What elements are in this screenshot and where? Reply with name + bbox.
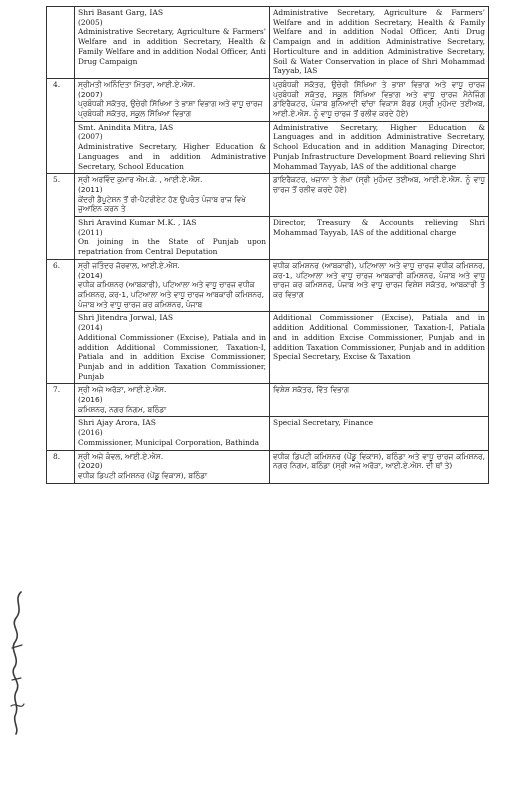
- current-posting-punjabi: ਵਧੀਕ ਡਿਪਟੀ ਕਮਿਸ਼ਨਰ (ਪੇਂਡੂ ਵਿਕਾਸ), ਬਠਿੰਡਾ: [78, 470, 208, 480]
- new-posting-punjabi: ਡਾਇਰੈਕਟਰ, ਖਜ਼ਾਨਾ ਤੇ ਲੇਖਾ (ਸ੍ਰੀ ਮੁਹੰਮਦ ਤਈਅਬ, ਆਈ.ਏ.ਐਸ. ਨੂੰ ਵਾਧੂ ਚਾਰਜ ਤੋਂ ਰਲੀਵ ਕਰਦੇ ਹੋਏ): [270, 174, 489, 217]
- batch-year: (2007): [78, 89, 103, 99]
- new-posting: Administrative Secretary, Agriculture & Farmers’ Welfare and in addition Secretary, Health & Family Welfare and in addition Nodal Officer, Anti Drug Campaign and in addition Administrative Secretary, Horticulture and in addition Administrative Secretary, Soil & Water Conservation in place of Shri Mohammad Tayyab, IAS: [270, 7, 489, 79]
- current-posting-punjabi: ਪ੍ਰਬੰਧਕੀ ਸਕੱਤਰ, ਉਚੇਰੀ ਸਿੱਖਿਆ ਤੇ ਭਾਸ਼ਾ ਵਿਭਾਗ ਅਤੇ ਵਾਧੂ ਚਾਰਜ ਪ੍ਰਬੰਧਕੀ ਸਕੱਤਰ, ਸਕੂਲ ਸਿੱਖਿਆ ਵਿਭਾਗ: [78, 99, 263, 119]
- officer-name: Shri Ajay Arora, IAS: [78, 418, 156, 428]
- officer-cell: [75, 7, 270, 79]
- table-row-english: [47, 121, 489, 174]
- new-posting: Additional Commissioner (Excise), Patiala and in addition Additional Commissioner, Taxation-I, Patiala and in addition Excise Commissioner, Punjab and in addition Taxation Commissioner, Punjab and in addition Special Secretary, Excise & Taxation: [270, 312, 489, 384]
- officer-cell-punjabi: [75, 450, 270, 483]
- batch-year: (2011): [78, 227, 103, 237]
- officer-cell-punjabi: [75, 174, 270, 217]
- current-posting: Commissioner, Municipal Corporation, Bathinda: [78, 437, 260, 447]
- officer-name: Smt. Anindita Mitra, IAS: [78, 122, 174, 132]
- current-posting: Administrative Secretary, Higher Education & Languages and in addition Administrative Secretary, School Education: [78, 142, 266, 171]
- batch-year: (2007): [78, 132, 103, 142]
- table-row-punjabi: [47, 450, 489, 483]
- batch-year: (2016): [78, 428, 103, 438]
- officer-name-punjabi: ਸ੍ਰੀ ਅਜੇ ਕੰਵਲ, ਆਈ.ਏ.ਐਸ.: [78, 451, 164, 461]
- table-row-english: [47, 417, 489, 450]
- officer-cell: [75, 121, 270, 174]
- current-posting-punjabi: ਕਮਿਸ਼ਨਰ, ਨਗਰ ਨਿਗਮ, ਬਠਿੰਡਾ: [78, 404, 167, 414]
- officer-cell: [75, 312, 270, 384]
- batch-year: (2020): [78, 461, 103, 471]
- serial-cell: [47, 7, 75, 79]
- officer-name-punjabi: ਸ੍ਰੀ ਅਰਵਿੰਦ ਕੁਮਾਰ ਐਮ.ਕੇ. , ਆਈ.ਏ.ਐਸ.: [78, 175, 203, 185]
- batch-year: (2016): [78, 395, 103, 405]
- new-posting: Administrative Secretary, Higher Education & Languages and in addition Administrative Secretary, School Education and in addition Managing Director, Punjab Infrastructure Development Board relieving Shri Mohammad Tayyab, IAS of the additional charge: [270, 121, 489, 174]
- officer-name-punjabi: ਸ੍ਰੀ ਜਤਿੰਦਰ ਜੋਰਵਾਲ, ਆਈ.ਏ.ਐਸ.: [78, 260, 180, 270]
- serial-cell: 8.: [47, 450, 75, 483]
- batch-year: (2014): [78, 323, 103, 333]
- current-posting: On joining in the State of Punjab upon repatriation from Central Deputation: [78, 237, 266, 257]
- officer-name: Shri Jitendra Jorwal, IAS: [78, 313, 174, 323]
- table-row-punjabi: [47, 259, 489, 312]
- new-posting-punjabi: ਵਧੀਕ ਡਿਪਟੀ ਕਮਿਸ਼ਨਰ (ਪੇਂਡੂ ਵਿਕਾਸ), ਬਠਿੰਡਾ ਅਤੇ ਵਾਧੂ ਚਾਰਜ ਕਮਿਸ਼ਨਰ, ਨਗਰ ਨਿਗਮ, ਬਠਿੰਡਾ (ਸ੍ਰੀ ਅਜੇ ਅਰੋੜਾ, ਆਈ.ਏ.ਐਸ. ਦੀ ਥਾਂ ਤੇ): [270, 450, 489, 483]
- table-row-english: [47, 217, 489, 260]
- officer-name: Shri Basant Garg, IAS: [78, 8, 164, 17]
- officer-cell-punjabi: [75, 78, 270, 121]
- signature-mark: [6, 588, 28, 738]
- new-posting: Special Secretary, Finance: [270, 417, 489, 450]
- batch-year: (2011): [78, 184, 103, 194]
- current-posting-punjabi: ਵਧੀਕ ਕਮਿਸ਼ਨਰ (ਆਬਕਾਰੀ), ਪਟਿਆਲਾ ਅਤੇ ਵਾਧੂ ਚਾਰਜ ਵਧੀਕ ਕਮਿਸ਼ਨਰ, ਕਰ-1, ਪਟਿਆਲਾ ਅਤੇ ਵਾਧੂ ਚਾਰਜ ਆਬਕਾਰੀ ਕਮਿਸ਼ਨਰ, ਪੰਜਾਬ ਅਤੇ ਵਾਧੂ ਚਾਰਜ ਕਰ ਕਮਿਸ਼ਨਰ, ਪੰਜਾਬ: [78, 280, 264, 309]
- table-row-english: [47, 7, 489, 79]
- officer-cell-punjabi: [75, 259, 270, 312]
- serial-cell: 5.: [47, 174, 75, 260]
- current-posting: Administrative Secretary, Agriculture & Farmers’ Welfare and in addition Secretary, Health & Family Welfare and in addition Nodal Officer, Anti Drug Campaign: [78, 27, 266, 66]
- table-row-punjabi: [47, 384, 489, 417]
- serial-cell: 6.: [47, 259, 75, 383]
- current-posting: Additional Commissioner (Excise), Patiala and in addition Additional Commissioner, Taxation-I, Patiala and in addition Excise Commissioner, Punjab and in addition Taxation Commissioner, Punjab: [78, 332, 266, 381]
- new-posting: Director, Treasury & Accounts relieving Shri Mohammad Tayyab, IAS of the additional charge: [270, 217, 489, 260]
- table-row-punjabi: [47, 78, 489, 121]
- postings-table: [46, 6, 489, 484]
- serial-cell: 4.: [47, 78, 75, 173]
- batch-year: (2005): [78, 17, 103, 27]
- new-posting-punjabi: ਵਿਸ਼ੇਸ਼ ਸਕੱਤਰ, ਵਿੱਤ ਵਿਭਾਗ: [270, 384, 489, 417]
- officer-cell: [75, 417, 270, 450]
- table-row-punjabi: [47, 174, 489, 217]
- officer-cell-punjabi: [75, 384, 270, 417]
- new-posting-punjabi: ਪ੍ਰਬੰਧਕੀ ਸਕੱਤਰ, ਉਚੇਰੀ ਸਿੱਖਿਆ ਤੇ ਭਾਸ਼ਾ ਵਿਭਾਗ ਅਤੇ ਵਾਧੂ ਚਾਰਜ ਪ੍ਰਬੰਧਕੀ ਸਕੱਤਰ, ਸਕੂਲ ਸਿੱਖਿਆ ਵਿਭਾਗ ਅਤੇ ਵਾਧੂ ਚਾਰਜ ਮੈਨੇਜਿੰਗ ਡਾਇਰੈਕਟਰ, ਪੰਜਾਬ ਬੁਨਿਆਦੀ ਢਾਂਚਾ ਵਿਕਾਸ ਬੋਰਡ (ਸ੍ਰੀ ਮੁਹੰਮਦ ਤਈਅਬ, ਆਈ.ਏ.ਐਸ. ਨੂੰ ਵਾਧੂ ਚਾਰਜ ਤੋਂ ਰਲੀਵ ਕਰਦੇ ਹੋਏ): [270, 78, 489, 121]
- officer-name-punjabi: ਸ੍ਰੀਮਤੀ ਅਨਿੰਦਿਤਾ ਮਿੱਤਰਾ, ਆਈ.ਏ.ਐਸ.: [78, 79, 196, 89]
- batch-year: (2014): [78, 270, 103, 280]
- current-posting-punjabi: ਕੇਂਦਰੀ ਡੈਪੂਟੇਸ਼ਨ ਤੋਂ ਰੀ-ਪੈਟਰੀਏਟ ਹੋਣ ਉਪਰੰਤ ਪੰਜਾਬ ਰਾਜ ਵਿਖੇ ਜੁਆਇਨ ਕਰਨ ਤੇ: [78, 194, 246, 214]
- table-row-english: [47, 312, 489, 384]
- serial-cell: 7.: [47, 384, 75, 450]
- officer-name: Shri Aravind Kumar M.K. , IAS: [78, 218, 197, 228]
- officer-name-punjabi: ਸ੍ਰੀ ਅਜੇ ਅਰੋੜਾ, ਆਈ.ਏ.ਐਸ.: [78, 385, 167, 395]
- new-posting-punjabi: ਵਧੀਕ ਕਮਿਸ਼ਨਰ (ਆਬਕਾਰੀ), ਪਟਿਆਲਾ ਅਤੇ ਵਾਧੂ ਚਾਰਜ ਵਧੀਕ ਕਮਿਸ਼ਨਰ, ਕਰ-1, ਪਟਿਆਲਾ ਅਤੇ ਵਾਧੂ ਚਾਰਜ ਆਬਕਾਰੀ ਕਮਿਸ਼ਨਰ, ਪੰਜਾਬ ਅਤੇ ਵਾਧੂ ਚਾਰਜ ਕਰ ਕਮਿਸ਼ਨਰ, ਪੰਜਾਬ ਅਤੇ ਵਾਧੂ ਚਾਰਜ ਵਿਸ਼ੇਸ਼ ਸਕੱਤਰ, ਆਬਕਾਰੀ ਤੇ ਕਰ ਵਿਭਾਗ: [270, 259, 489, 312]
- officer-cell: [75, 217, 270, 260]
